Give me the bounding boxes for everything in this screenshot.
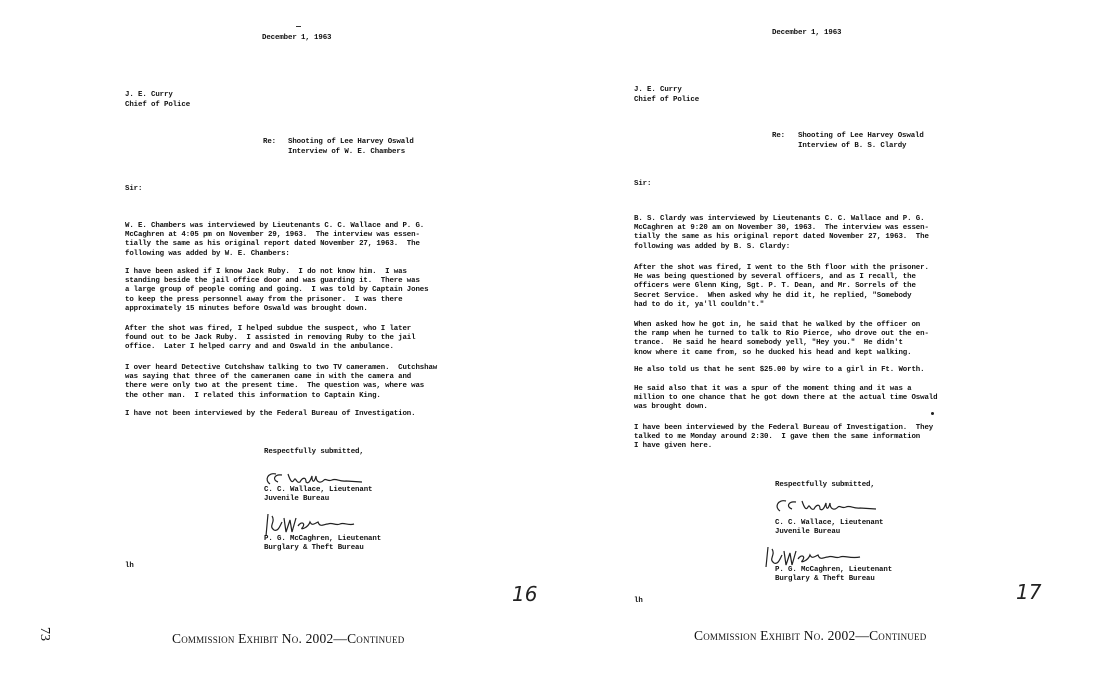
text-line: McCaghren at 4:05 pm on November 29, 1963. The interview was essen-	[125, 231, 420, 240]
signature-wallace	[772, 497, 882, 517]
text-line: million to one chance that he got down there at the actual time Oswald	[634, 394, 938, 403]
paragraph	[634, 215, 929, 252]
subject-line-2: Interview of B. S. Clardy	[798, 142, 907, 150]
text-line: following was added by B. S. Clardy:	[634, 242, 791, 251]
handwritten-page-number: 16	[512, 582, 538, 606]
text-line: I have been interviewed by the Federal Bureau of Investigation. They	[634, 424, 934, 432]
text-line: found out to be Jack Ruby. I assisted in removing Ruby to the jail	[125, 334, 416, 343]
text-line: I have given here.	[634, 442, 713, 451]
recipient-name: J. E. Curry	[125, 91, 173, 99]
letter-date: December 1, 1963	[262, 34, 332, 42]
text-line: tially the same as his original report dated November 27, 1963. The	[125, 240, 420, 249]
text-line: the other man. I related this information to Captain King.	[125, 391, 381, 400]
typist-initials: lh	[634, 597, 643, 605]
re-label: Re:	[263, 138, 277, 146]
caption-text: Commission Exhibit No. 2002—Continued	[172, 631, 405, 646]
paragraph	[125, 268, 428, 314]
text-line: trance. He said he heard somebody yell, "Hey you." He didn't	[634, 339, 903, 348]
text-line: McCaghren at 9:20 am on November 30, 1963. The interview was essen-	[634, 224, 929, 233]
signer-1-dept: Juvenile Bureau	[775, 528, 841, 536]
signer-1-name: C. C. Wallace, Lieutenant	[775, 519, 884, 527]
signer-2-dept: Burglary & Theft Bureau	[775, 575, 875, 583]
closing: Respectfully submitted,	[264, 448, 364, 456]
signer-2-name: P. G. McCaghren, Lieutenant	[264, 535, 382, 543]
paragraph	[634, 385, 937, 413]
mark	[931, 412, 934, 415]
subject-line-1: Shooting of Lee Harvey Oswald	[798, 132, 924, 140]
text-line: tially the same as his original report dated November 27, 1963. The	[634, 233, 929, 242]
text-line: there were only two at the present time. The question was, where was	[125, 382, 425, 391]
text-line: office. Later I helped carry and and Oswald in the ambulance.	[125, 343, 394, 352]
text-line: W. E. Chambers was interviewed by Lieutenants C. C. Wallace and P. G.	[125, 222, 425, 230]
paragraph	[125, 325, 415, 353]
paragraph	[125, 364, 437, 401]
recipient-name: J. E. Curry	[634, 86, 682, 94]
recipient-title: Chief of Police	[634, 96, 700, 104]
text-line: know where it came from, so he ducked his head and kept walking.	[634, 348, 912, 357]
text-line: I have been asked if I know Jack Ruby. I do not know him. I was	[125, 268, 407, 276]
salutation: Sir:	[634, 180, 652, 188]
text-line: to keep the press personnel away from the prisoner. I was there	[125, 295, 403, 304]
subject-line-2: Interview of W. E. Chambers	[288, 148, 406, 156]
closing: Respectfully submitted,	[775, 481, 875, 489]
mark	[296, 26, 301, 27]
text-line: following was added by W. E. Chambers:	[125, 249, 290, 258]
recipient-title: Chief of Police	[125, 101, 191, 109]
text-line: He also told us that he sent $25.00 by wire to a girl in Ft. Worth.	[634, 366, 925, 374]
paragraph	[125, 410, 415, 419]
text-line: the ramp when he turned to talk to Rio Pierce, who drove out the en-	[634, 330, 929, 339]
text-line: was saying that three of the cameramen came in with the camera and	[125, 373, 412, 382]
exhibit-caption-left	[172, 631, 404, 647]
text-line: approximately 15 minutes before Oswald was brought down.	[125, 304, 368, 313]
text-line: had to do it, ya'll couldn't."	[634, 300, 765, 309]
signer-2-name: P. G. McCaghren, Lieutenant	[775, 566, 893, 574]
text-line: talked to me Monday around 2:30. I gave them the same information	[634, 433, 921, 442]
paragraph	[634, 366, 924, 375]
handwritten-page-number: 17	[1016, 580, 1042, 604]
caption-text: Commission Exhibit No. 2002—Continued	[694, 628, 927, 643]
text-line: After the shot was fired, I went to the 5th floor with the prisoner.	[634, 264, 929, 272]
text-line: He was being questioned by several officers, and as I recall, the	[634, 273, 916, 282]
re-label: Re:	[772, 132, 786, 140]
paragraph	[634, 424, 933, 452]
signer-1-name: C. C. Wallace, Lieutenant	[264, 486, 373, 494]
paragraph	[634, 321, 929, 358]
text-line: a large group of people coming and going. I was told by Captain Jones	[125, 286, 429, 295]
text-line: standing beside the jail office door and was guarding it. There was	[125, 277, 420, 286]
text-line: I have not been interviewed by the Federal Bureau of Investigation.	[125, 410, 416, 418]
text-line: When asked how he got in, he said that he walked by the officer on	[634, 321, 921, 329]
text-line: Secret Service. When asked why he did it, he replied, "Somebody	[634, 291, 912, 300]
text-line: After the shot was fired, I helped subdue the suspect, who I later	[125, 325, 412, 333]
text-line: officers were Glenn King, Sgt. P. T. Dean, and Mr. Sorrels of the	[634, 282, 916, 291]
page-number: 73	[37, 627, 52, 641]
text-line: I over heard Detective Cutchshaw talking to two TV cameramen. Cutchshaw	[125, 364, 438, 372]
salutation: Sir:	[125, 185, 143, 193]
signer-2-dept: Burglary & Theft Bureau	[264, 544, 364, 552]
signer-1-dept: Juvenile Bureau	[264, 495, 330, 503]
text-line: B. S. Clardy was interviewed by Lieutenants C. C. Wallace and P. G.	[634, 215, 925, 223]
letter-date: December 1, 1963	[772, 29, 842, 37]
typist-initials: lh	[125, 562, 134, 570]
paragraph	[125, 222, 424, 259]
subject-line-1: Shooting of Lee Harvey Oswald	[288, 138, 414, 146]
text-line: He said also that it was a spur of the moment thing and it was a	[634, 385, 912, 393]
exhibit-caption-right	[694, 628, 926, 644]
paragraph	[634, 264, 929, 310]
text-line: was brought down.	[634, 403, 708, 412]
